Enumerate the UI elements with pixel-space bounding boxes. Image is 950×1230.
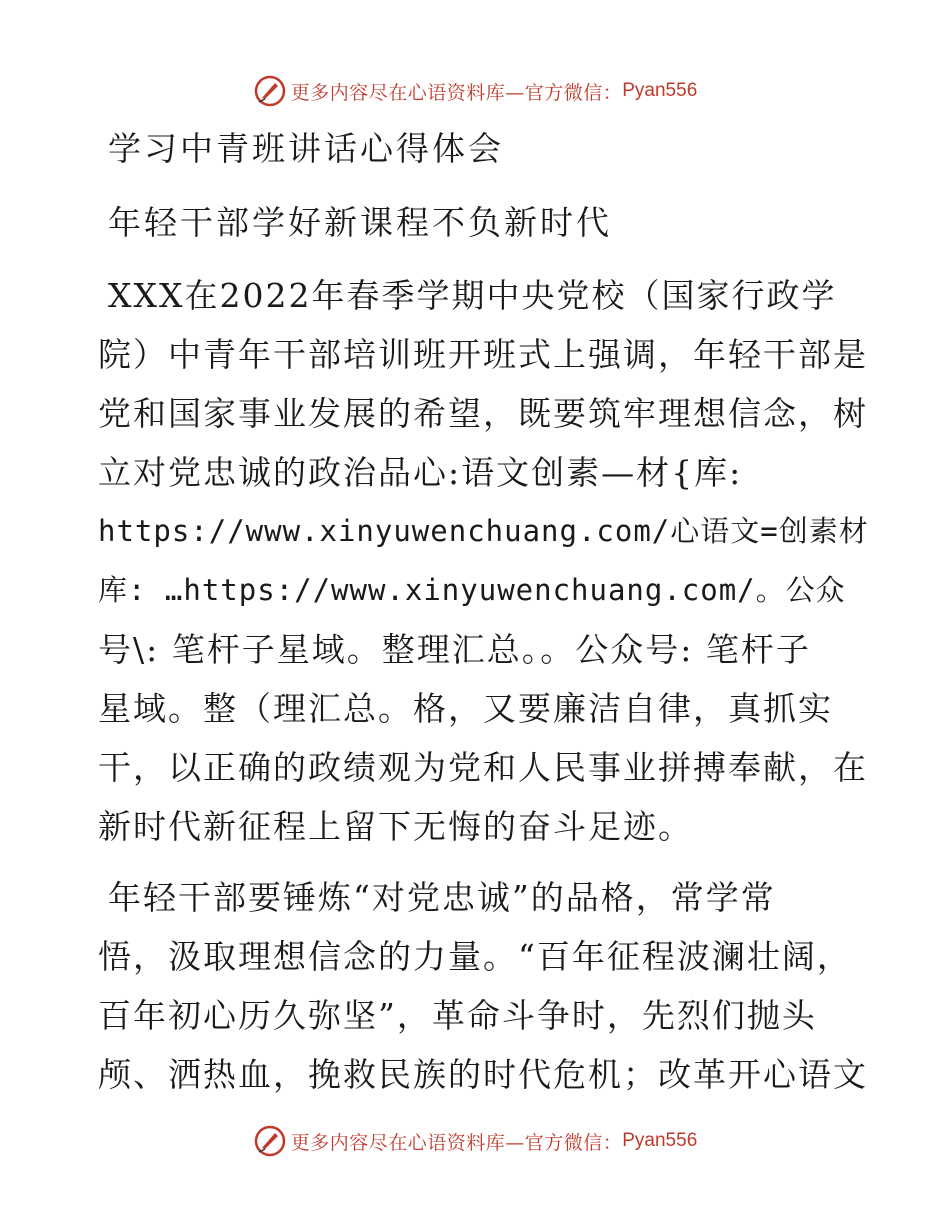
quill-circle-logo-icon [253,74,287,108]
paragraph-1 [98,266,869,856]
watermark-wechat-id: Pyan556 [622,80,698,101]
paragraph-line: 年轻干部要锤炼“对党忠诚”的品格，常学常 [108,878,776,917]
paragraph-line: 院）中青年干部培训班开班式上强调，年轻干部是 [98,335,868,374]
document-body [98,118,869,1104]
paragraph-line: 干，以正确的政绩观为党和人民事业拼搏奉献，在 [98,748,868,787]
paragraph-line-url: 库: …https://www.xinyuwenchuang.com/。公众 [98,573,846,607]
paragraph-2 [98,868,868,1104]
paragraph-line: 新时代新征程上留下无悔的奋斗足迹。 [98,807,693,846]
watermark-separator: —官方微信： [505,81,623,104]
paragraph-line: 百年初心历久弥坚”，革命斗争时，先烈们抛头 [98,996,817,1035]
watermark-text: 更多内容尽在心语资料库 [290,1131,506,1154]
paragraph-line: 党和国家事业发展的希望，既要筑牢理想信念，树 [98,394,868,433]
paragraph-line: 悟，汲取理想信念的力量。“百年征程波澜壮阔， [98,937,852,976]
watermark-text: 更多内容尽在心语资料库 [290,81,506,104]
footer-watermark [0,1121,950,1161]
paragraph-line: 号\: 笔杆子星域。整理汇总。。公众号: 笔杆子 [98,630,811,669]
paragraph-line: 立对党忠诚的政治品心:语文创素—材{库: [98,453,743,492]
paragraph-line: 星域。整（理汇总。格，又要廉洁自律，真抓实 [98,689,833,728]
watermark-separator: —官方微信： [505,1131,623,1154]
document-subtitle: 年轻干部学好新课程不负新时代 [108,203,612,242]
paragraph-line: XXX在2022年春季学期中央党校（国家行政学 [108,276,837,315]
paragraph-line-url: https://www.xinyuwenchuang.com/心语文=创素材 [98,514,869,548]
watermark-wechat-id: Pyan556 [622,1130,698,1151]
quill-circle-logo-icon [253,1124,287,1158]
header-watermark [0,71,950,111]
document-title: 学习中青班讲话心得体会 [108,129,504,168]
paragraph-line: 颅、洒热血，挽救民族的时代危机；改革开心语文 [98,1055,868,1094]
